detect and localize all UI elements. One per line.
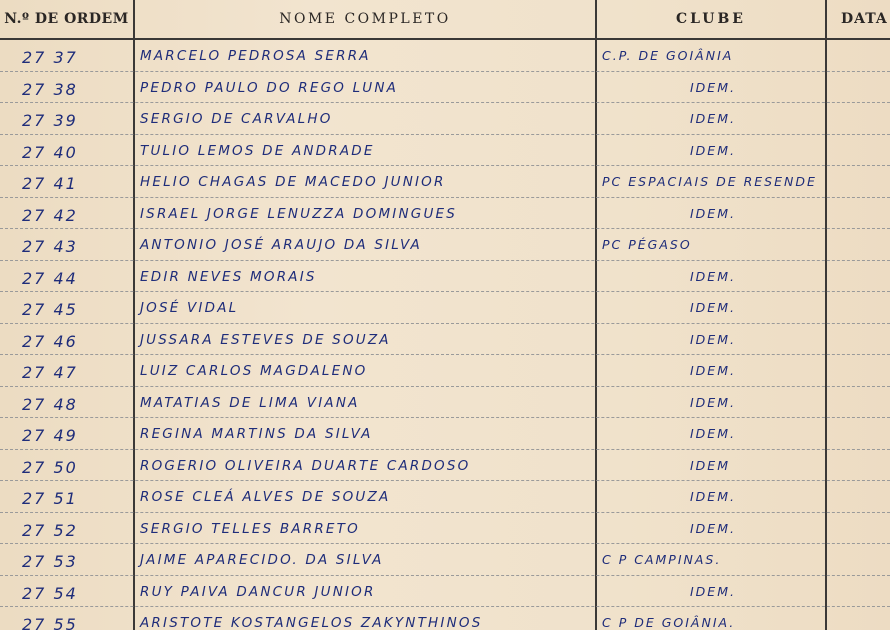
ledger-row (0, 135, 890, 167)
ledger-row (0, 166, 890, 198)
full-name: ROSE CLEÁ ALVES DE SOUZA (140, 489, 391, 505)
order-number: 27 41 (22, 174, 78, 193)
order-number: 27 50 (22, 457, 78, 477)
ledger-row (0, 324, 890, 356)
full-name: ISRAEL JORGE LENUZZA DOMINGUES (140, 205, 458, 222)
full-name: LUIZ CARLOS MAGDALENO (140, 363, 368, 379)
order-number: 27 54 (22, 583, 78, 603)
order-number: 27 49 (22, 426, 78, 445)
order-number: 27 39 (22, 111, 78, 130)
order-number: 27 44 (22, 268, 78, 288)
order-number: 27 48 (22, 394, 78, 414)
ledger-row (0, 513, 890, 545)
club-name: C.P. DE GOIÂNIA (602, 48, 734, 63)
order-number: 27 40 (22, 142, 78, 162)
order-number: 27 38 (22, 79, 78, 99)
full-name: PEDRO PAULO DO REGO LUNA (140, 79, 399, 96)
full-name: JUSSARA ESTEVES DE SOUZA (140, 331, 391, 348)
full-name: HELIO CHAGAS DE MACEDO JUNIOR (140, 174, 446, 190)
full-name: JOSÉ VIDAL (140, 300, 239, 316)
club-name: IDEM. (690, 426, 736, 441)
club-name: PC ESPACIAIS DE RESENDE (602, 174, 817, 189)
club-name: IDEM. (690, 583, 736, 599)
ledger-row (0, 103, 890, 135)
full-name: ANTONIO JOSÉ ARAUJO DA SILVA (140, 237, 422, 253)
club-name: IDEM. (690, 268, 736, 284)
ledger-row (0, 450, 890, 482)
full-name: RUY PAIVA DANCUR JUNIOR (140, 583, 376, 600)
order-number: 27 45 (22, 300, 78, 319)
order-number: 27 43 (22, 237, 78, 256)
club-name: IDEM. (690, 142, 736, 158)
club-name: IDEM. (690, 363, 736, 378)
ledger-row (0, 576, 890, 608)
order-number: 27 53 (22, 552, 78, 571)
order-number: 27 37 (22, 48, 78, 67)
full-name: ARISTOTE KOSTANGELOS ZAKYNTHINOS (140, 615, 483, 630)
club-name: IDEM. (690, 300, 736, 315)
full-name: ROGERIO OLIVEIRA DUARTE CARDOSO (140, 457, 471, 474)
full-name: SERGIO TELLES BARRETO (140, 520, 360, 537)
ledger-row (0, 72, 890, 104)
club-name: IDEM. (690, 111, 736, 126)
ledger-row (0, 355, 890, 387)
ledger-row (0, 229, 890, 261)
ledger-rows (0, 40, 890, 630)
club-name: IDEM. (690, 205, 736, 221)
club-name: IDEM. (690, 489, 736, 504)
header-data: DATA (841, 11, 888, 27)
order-number: 27 55 (22, 615, 78, 630)
ledger-row (0, 198, 890, 230)
club-name: PC PÉGASO (602, 237, 692, 252)
club-name: IDEM. (690, 394, 736, 410)
full-name: EDIR NEVES MORAIS (140, 268, 317, 285)
order-number: 27 42 (22, 205, 78, 225)
ledger-row (0, 40, 890, 72)
full-name: MATATIAS DE LIMA VIANA (140, 394, 360, 411)
club-name: IDEM (690, 457, 730, 473)
order-number: 27 51 (22, 489, 78, 508)
header-clube: CLUBE (676, 11, 746, 27)
club-name: IDEM. (690, 520, 736, 536)
ledger-row (0, 261, 890, 293)
club-name: C P CAMPINAS. (602, 552, 722, 567)
full-name: MARCELO PEDROSA SERRA (140, 48, 371, 64)
club-name: C P DE GOIÂNIA. (602, 615, 736, 630)
ledger-row (0, 292, 890, 324)
full-name: JAIME APARECIDO. DA SILVA (140, 552, 384, 568)
order-number: 27 52 (22, 520, 78, 540)
header-ordem: N.º DE ORDEM (4, 11, 129, 27)
club-name: IDEM. (690, 331, 736, 347)
ledger-row (0, 607, 890, 630)
ledger-row (0, 387, 890, 419)
full-name: TULIO LEMOS DE ANDRADE (140, 142, 375, 159)
ledger-row (0, 481, 890, 513)
header-nome: NOME COMPLETO (279, 11, 451, 27)
ledger-row (0, 544, 890, 576)
order-number: 27 46 (22, 331, 78, 351)
full-name: REGINA MARTINS DA SILVA (140, 426, 373, 442)
club-name: IDEM. (690, 79, 736, 95)
ledger-row (0, 418, 890, 450)
full-name: SERGIO DE CARVALHO (140, 111, 333, 127)
order-number: 27 47 (22, 363, 78, 382)
